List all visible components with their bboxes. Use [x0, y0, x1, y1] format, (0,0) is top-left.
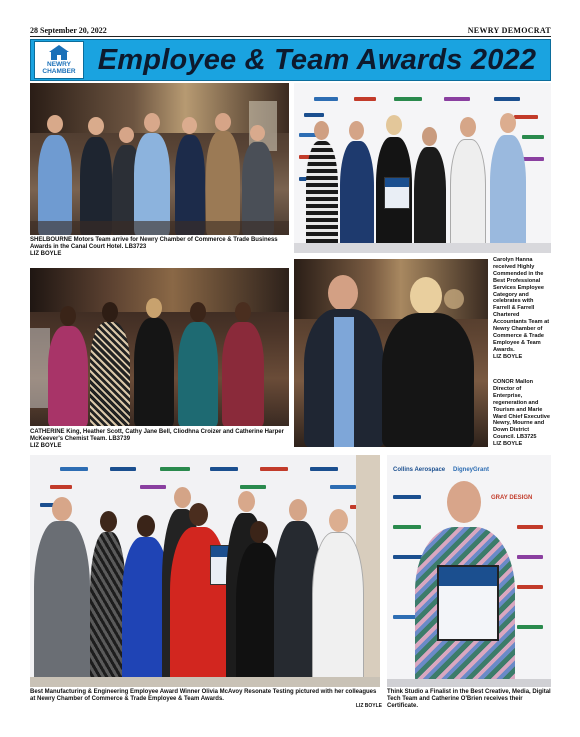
caption-farrell — [493, 257, 551, 361]
header-rule — [30, 36, 551, 37]
sponsor-collins: Collins Aerospace — [393, 467, 446, 473]
caption-mallon-ward — [493, 379, 551, 448]
masthead — [30, 24, 551, 36]
caption-text: CONOR Mallon Director of Enterprise, regeneration and Tourism and Marie Ward Chief Executive Newry, Mourne and Down District Council. LB3725 — [493, 379, 550, 441]
sponsor-digneygrant: DigneyGrant — [453, 467, 490, 473]
photo-credit: LIZ BOYLE — [30, 251, 62, 258]
caption-think-studio — [387, 689, 551, 711]
page-title: Employee & Team Awards 2022 — [97, 43, 537, 76]
logo-text-chamber: CHAMBER — [42, 68, 76, 75]
newry-chamber-logo — [34, 41, 84, 79]
caption-mckeevers — [30, 429, 292, 451]
newspaper-name: NEWRY DEMOCRAT — [467, 25, 551, 35]
caption-resonate — [30, 689, 382, 711]
logo-text-newry: NEWRY — [47, 61, 71, 68]
caption-text: Think Studio a Finalist in the Best Creative, Media, Digital Tech Team and Catherine O'Brien receives their Certificate. — [387, 689, 551, 710]
photo-credit: LIZ BOYLE — [493, 441, 523, 448]
photo-farrell-team — [294, 83, 551, 253]
caption-text: SHELBOURNE Motors Team arrive for Newry Chamber of Commerce & Trade Business Awards in the Canal Court Hotel. LB3723 — [30, 237, 278, 251]
headline-banner — [30, 39, 551, 81]
photo-think-studio — [387, 455, 551, 687]
photo-credit: LIZ BOYLE — [493, 353, 523, 360]
caption-text: Best Manufacturing & Engineering Employee Award Winner Olivia McAvoy Resonate Testing pictured with her colleagues at Newry Chamber of Commerce & Trade Employee & Team Awards. — [30, 689, 377, 703]
issue-date: 28 September 20, 2022 — [30, 25, 107, 35]
photo-credit: LIZ BOYLE — [30, 443, 62, 450]
photo-mallon-ward — [294, 259, 488, 447]
sponsor-gray-design: GRAY DESIGN — [491, 495, 533, 501]
chamber-building-icon — [48, 45, 70, 61]
caption-text: CATHERINE King, Heather Scott, Cathy Jane Bell, Cliodhna Croizer and Catherine Harper McKeever's Chemist Team. LB3739 — [30, 429, 284, 443]
photo-mckeevers-team — [30, 268, 289, 426]
caption-shelbourne — [30, 237, 292, 259]
caption-text: Carolyn Hanna received Highly Commended in the Best Professional Services Employee Category and celebrates with Farrell & Farrell Chartered Accountants Team at Newry Chamber of Commerce & Trade Employee & Team Awards. — [493, 257, 550, 353]
photo-shelbourne-team — [30, 83, 289, 235]
photo-resonate-testing — [30, 455, 380, 687]
photo-credit: LIZ BOYLE — [355, 703, 382, 710]
